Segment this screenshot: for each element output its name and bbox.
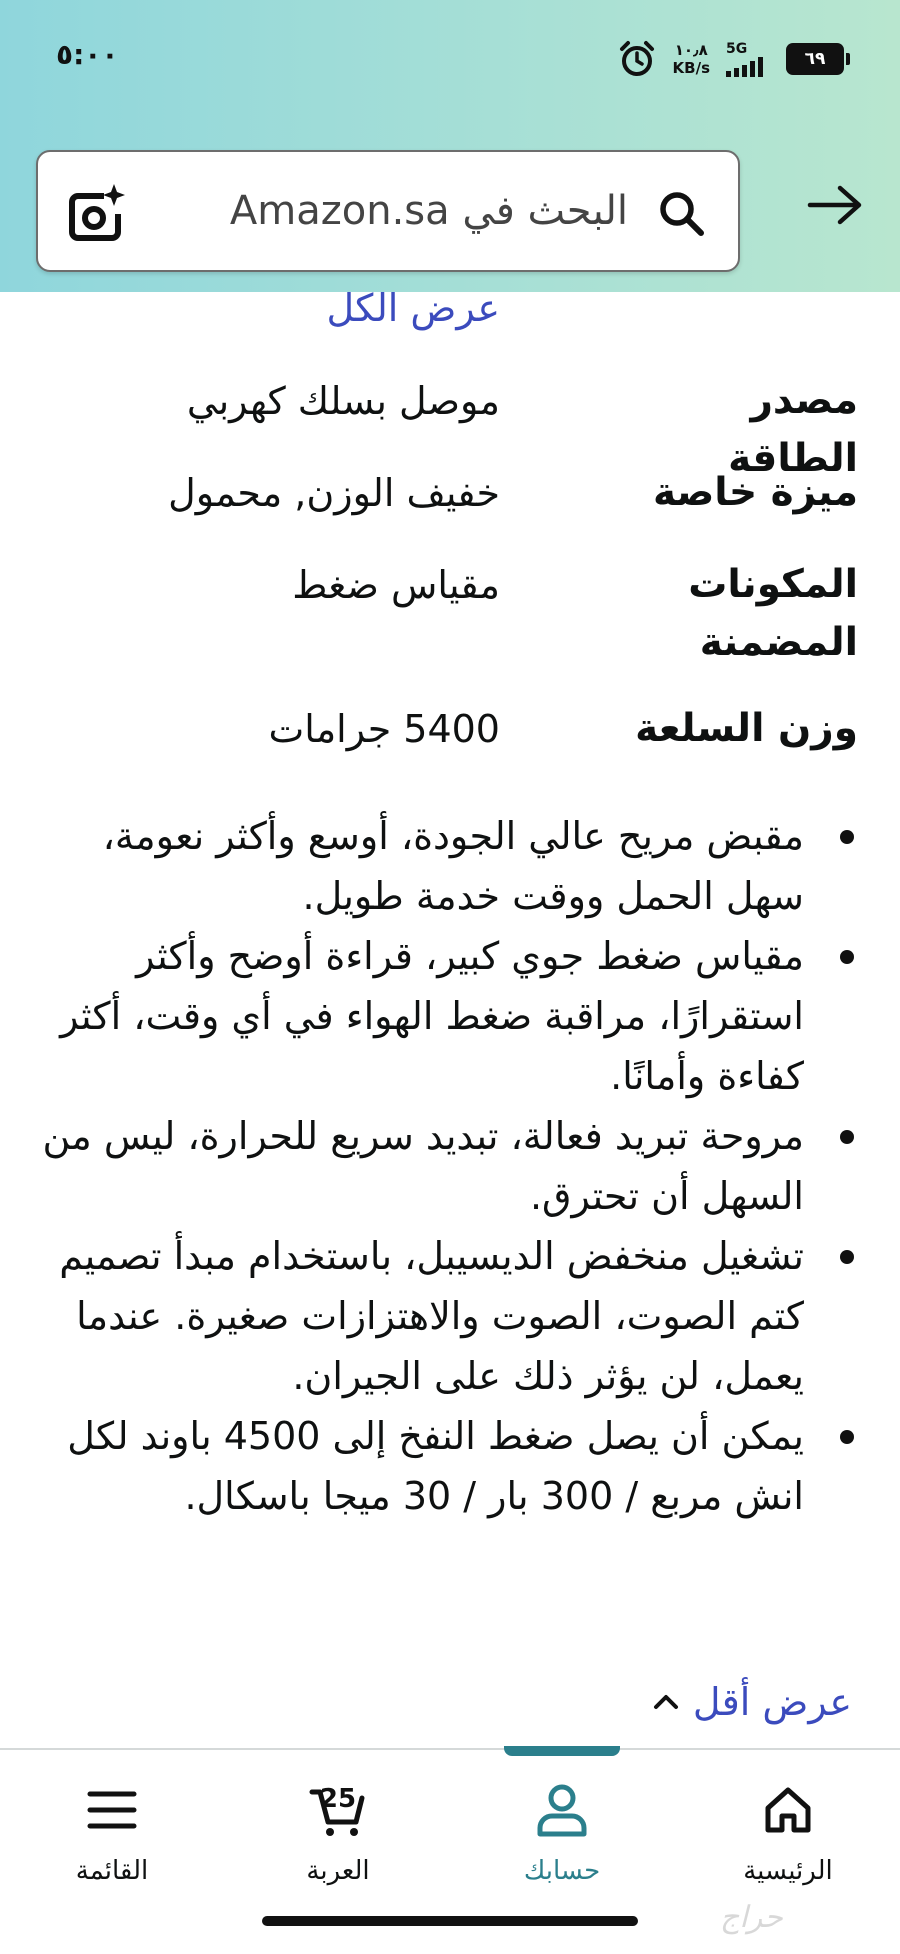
bullet-dot	[840, 830, 854, 844]
nav-cart[interactable]	[248, 1780, 428, 1900]
arrow-right-icon[interactable]	[806, 180, 866, 230]
battery-indicator: ٦٩	[786, 43, 844, 75]
list-item: مقبض مريح عالي الجودة، أوسع وأكثر نعومة، سهل الحمل ووقت خدمة طويل.	[32, 806, 872, 926]
see-less-link[interactable]	[651, 1680, 852, 1724]
feature-bullets	[32, 806, 872, 1526]
bullet-dot	[840, 950, 854, 964]
camera-sparkle-icon[interactable]	[64, 182, 128, 246]
person-icon	[532, 1780, 592, 1840]
active-tab-indicator	[504, 1746, 620, 1756]
search-icon[interactable]	[656, 188, 708, 240]
bullet-dot	[840, 1250, 854, 1264]
nav-home-label: الرئيسية	[743, 1856, 833, 1886]
home-indicator	[262, 1916, 638, 1926]
spec-label: المكونات المضمنة	[688, 562, 858, 665]
nav-cart-label: العربة	[306, 1856, 370, 1886]
nav-menu[interactable]	[22, 1780, 202, 1900]
signal-indicator: 5G	[726, 41, 770, 77]
spec-label: مصدر الطاقة	[728, 378, 858, 481]
list-item: مقياس ضغط جوي كبير، قراءة أوضح وأكثر استقرارًا، مراقبة ضغط الهواء في أي وقت، أكثر كفاءة وأمانًا.	[32, 926, 872, 1106]
status-indicators	[617, 34, 844, 84]
signal-bars-icon	[726, 57, 770, 77]
list-item: مروحة تبريد فعالة، تبديد سريع للحرارة، ليس من السهل أن تحترق.	[32, 1106, 872, 1226]
spec-value: مقياس ضغط	[292, 563, 500, 607]
spec-value: خفيف الوزن, محمول	[168, 471, 500, 515]
nav-menu-label: القائمة	[75, 1856, 149, 1886]
chevron-up-icon	[651, 1687, 681, 1717]
list-item: تشغيل منخفض الديسيبل، باستخدام مبدأ تصميم كتم الصوت، الصوت والاهتزازات صغيرة. عندما يعمل، لن يؤثر ذلك على الجيران.	[32, 1226, 872, 1406]
nav-account-label: حسابك	[523, 1856, 601, 1886]
home-icon	[758, 1780, 818, 1840]
alarm-clock-icon	[617, 39, 657, 79]
nav-home[interactable]	[698, 1780, 878, 1900]
spec-value: موصل بسلك كهربي	[186, 379, 500, 423]
bullet-dot	[840, 1430, 854, 1444]
status-time: ٥:٠٠	[56, 38, 119, 71]
search-bar[interactable]	[36, 150, 740, 272]
see-all-link[interactable]: عرض الكل	[326, 286, 500, 330]
spec-label: وزن السلعة	[635, 706, 858, 751]
list-item: يمكن أن يصل ضغط النفخ إلى 4500 باوند لكل انش مربع / 300 بار / 30 ميجا باسكال.	[32, 1406, 872, 1526]
nav-account[interactable]	[472, 1780, 652, 1900]
search-input[interactable]: البحث في Amazon.sa	[229, 188, 628, 234]
bullet-dot	[840, 1130, 854, 1144]
hamburger-menu-icon	[82, 1780, 142, 1840]
watermark: حراج	[720, 1900, 783, 1935]
see-less-label: عرض أقل	[692, 1680, 852, 1724]
cart-count-badge: 25	[319, 1784, 357, 1814]
network-speed: ١٠٫٨ KB/s	[672, 41, 710, 77]
spec-label: ميزة خاصة	[652, 470, 858, 515]
spec-value: 5400 جرامات	[268, 707, 500, 751]
